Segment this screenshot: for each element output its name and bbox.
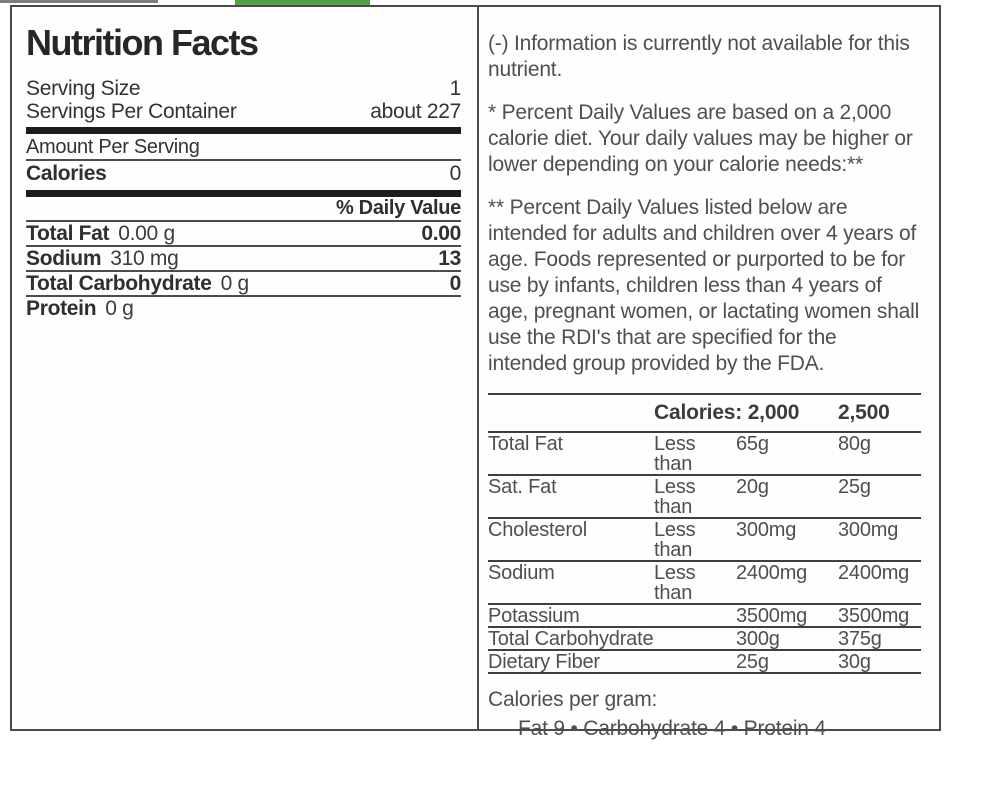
nutrient-name-amount — [26, 248, 178, 269]
nutrient-name-amount — [26, 273, 249, 294]
dv-header-calories-2500: 2,500 — [838, 401, 890, 424]
dv-qualifier — [654, 652, 736, 672]
footnotes-panel — [479, 7, 939, 740]
dv-nutrient: Potassium — [488, 605, 580, 627]
dv-qualifier: Less than — [654, 433, 696, 475]
nutrient-amount: 0.00 g — [118, 221, 175, 245]
dv-table-row — [488, 651, 921, 674]
dv-table-header — [488, 395, 921, 433]
dv-qualifier — [654, 606, 736, 626]
calories-row — [26, 161, 461, 186]
daily-value-header: % Daily Value — [26, 197, 461, 222]
nutrient-row — [26, 297, 461, 320]
dv-nutrient: Sat. Fat — [488, 476, 557, 498]
nutrient-name: Sodium — [26, 246, 102, 270]
dv-nutrient: Total Fat — [488, 433, 563, 455]
dv-value-2000: 300mg — [736, 519, 797, 541]
servings-per-container-label: Servings Per Container — [26, 99, 237, 123]
servings-per-container-row — [26, 100, 461, 123]
nutrition-facts-label — [12, 7, 477, 729]
calories-per-gram-value: Fat 9 • Carbohydrate 4 • Protein 4 — [518, 717, 826, 740]
top-gray-strip — [0, 0, 158, 3]
serving-size-label: Serving Size — [26, 76, 141, 100]
nutrient-name: Protein — [26, 296, 97, 320]
label-title: Nutrition Facts — [26, 22, 258, 63]
dv-value-2000: 20g — [736, 476, 769, 498]
nutrient-dv: 0 — [449, 271, 461, 295]
dv-table-row — [488, 562, 921, 605]
nutrient-name: Total Fat — [26, 221, 110, 245]
calories-per-gram-label: Calories per gram: — [488, 688, 658, 711]
nutrient-row — [26, 272, 461, 297]
nutrient-amount: 0 g — [220, 271, 249, 295]
dv-table-row — [488, 628, 921, 651]
dv-qualifier: Less than — [654, 562, 696, 604]
nutrient-dv: 0.00 — [421, 221, 461, 245]
dv-value-2500: 25g — [838, 476, 871, 498]
calories-value: 0 — [449, 161, 461, 185]
serving-size-row — [26, 77, 461, 100]
separator-bar-thick — [26, 127, 461, 134]
nutrient-name-amount — [26, 298, 134, 319]
nutrient-dv: 13 — [438, 246, 461, 270]
separator-bar-thick — [26, 190, 461, 197]
dv-value-2500: 375g — [838, 628, 882, 650]
nutrient-row — [26, 247, 461, 272]
footnote-dash: (-) Information is currently not available for this nutrient. — [488, 32, 910, 81]
dv-qualifier: Less than — [654, 519, 696, 561]
dv-header-spacer — [488, 401, 654, 425]
dv-qualifier — [654, 629, 736, 649]
dv-value-2000: 2400mg — [736, 562, 808, 584]
nutrient-name-amount — [26, 223, 175, 244]
dv-table-row — [488, 476, 921, 519]
dv-value-2000: 25g — [736, 651, 769, 673]
serving-size-value: 1 — [449, 76, 461, 100]
footnote-double-asterisk: ** Percent Daily Values listed below are intended for adults and children over 4 years of age. Foods represented or purported to be for use by infants, children less than 4 years of age, pregnant women, or lactating women shall use the RDI's that are specified for the intended group provided by the FDA. — [488, 196, 920, 375]
dv-nutrient: Cholesterol — [488, 519, 587, 541]
dv-qualifier: Less than — [654, 476, 696, 518]
dv-value-2000: 65g — [736, 433, 769, 455]
footnote-single-asterisk: * Percent Daily Values are based on a 2,000 calorie diet. Your daily values may be higher or lower depending on your calorie needs:** — [488, 101, 913, 176]
dv-nutrient: Dietary Fiber — [488, 651, 600, 673]
dv-table-row — [488, 605, 921, 628]
dv-table-row — [488, 519, 921, 562]
dv-value-2500: 300mg — [838, 519, 899, 541]
nutrient-amount: 310 mg — [110, 246, 179, 270]
dv-value-2500: 30g — [838, 651, 871, 673]
nutrient-amount: 0 g — [105, 296, 134, 320]
dv-value-2500: 3500mg — [838, 605, 910, 627]
dv-value-2000: 3500mg — [736, 605, 808, 627]
amount-per-serving-heading: Amount Per Serving — [26, 135, 461, 161]
daily-values-table — [488, 393, 921, 674]
dv-table-row — [488, 433, 921, 476]
nutrition-panel — [10, 5, 941, 740]
nutrient-name: Total Carbohydrate — [26, 271, 212, 295]
calories-label: Calories — [26, 161, 107, 185]
servings-per-container-value: about 227 — [370, 99, 461, 123]
dv-nutrient: Total Carbohydrate — [488, 628, 654, 650]
dv-header-calories-2000: Calories: 2,000 — [654, 401, 800, 424]
dv-value-2500: 80g — [838, 433, 871, 455]
dv-value-2500: 2400mg — [838, 562, 910, 584]
dv-value-2000: 300g — [736, 628, 780, 650]
nutrient-row — [26, 222, 461, 247]
dv-nutrient: Sodium — [488, 562, 555, 584]
